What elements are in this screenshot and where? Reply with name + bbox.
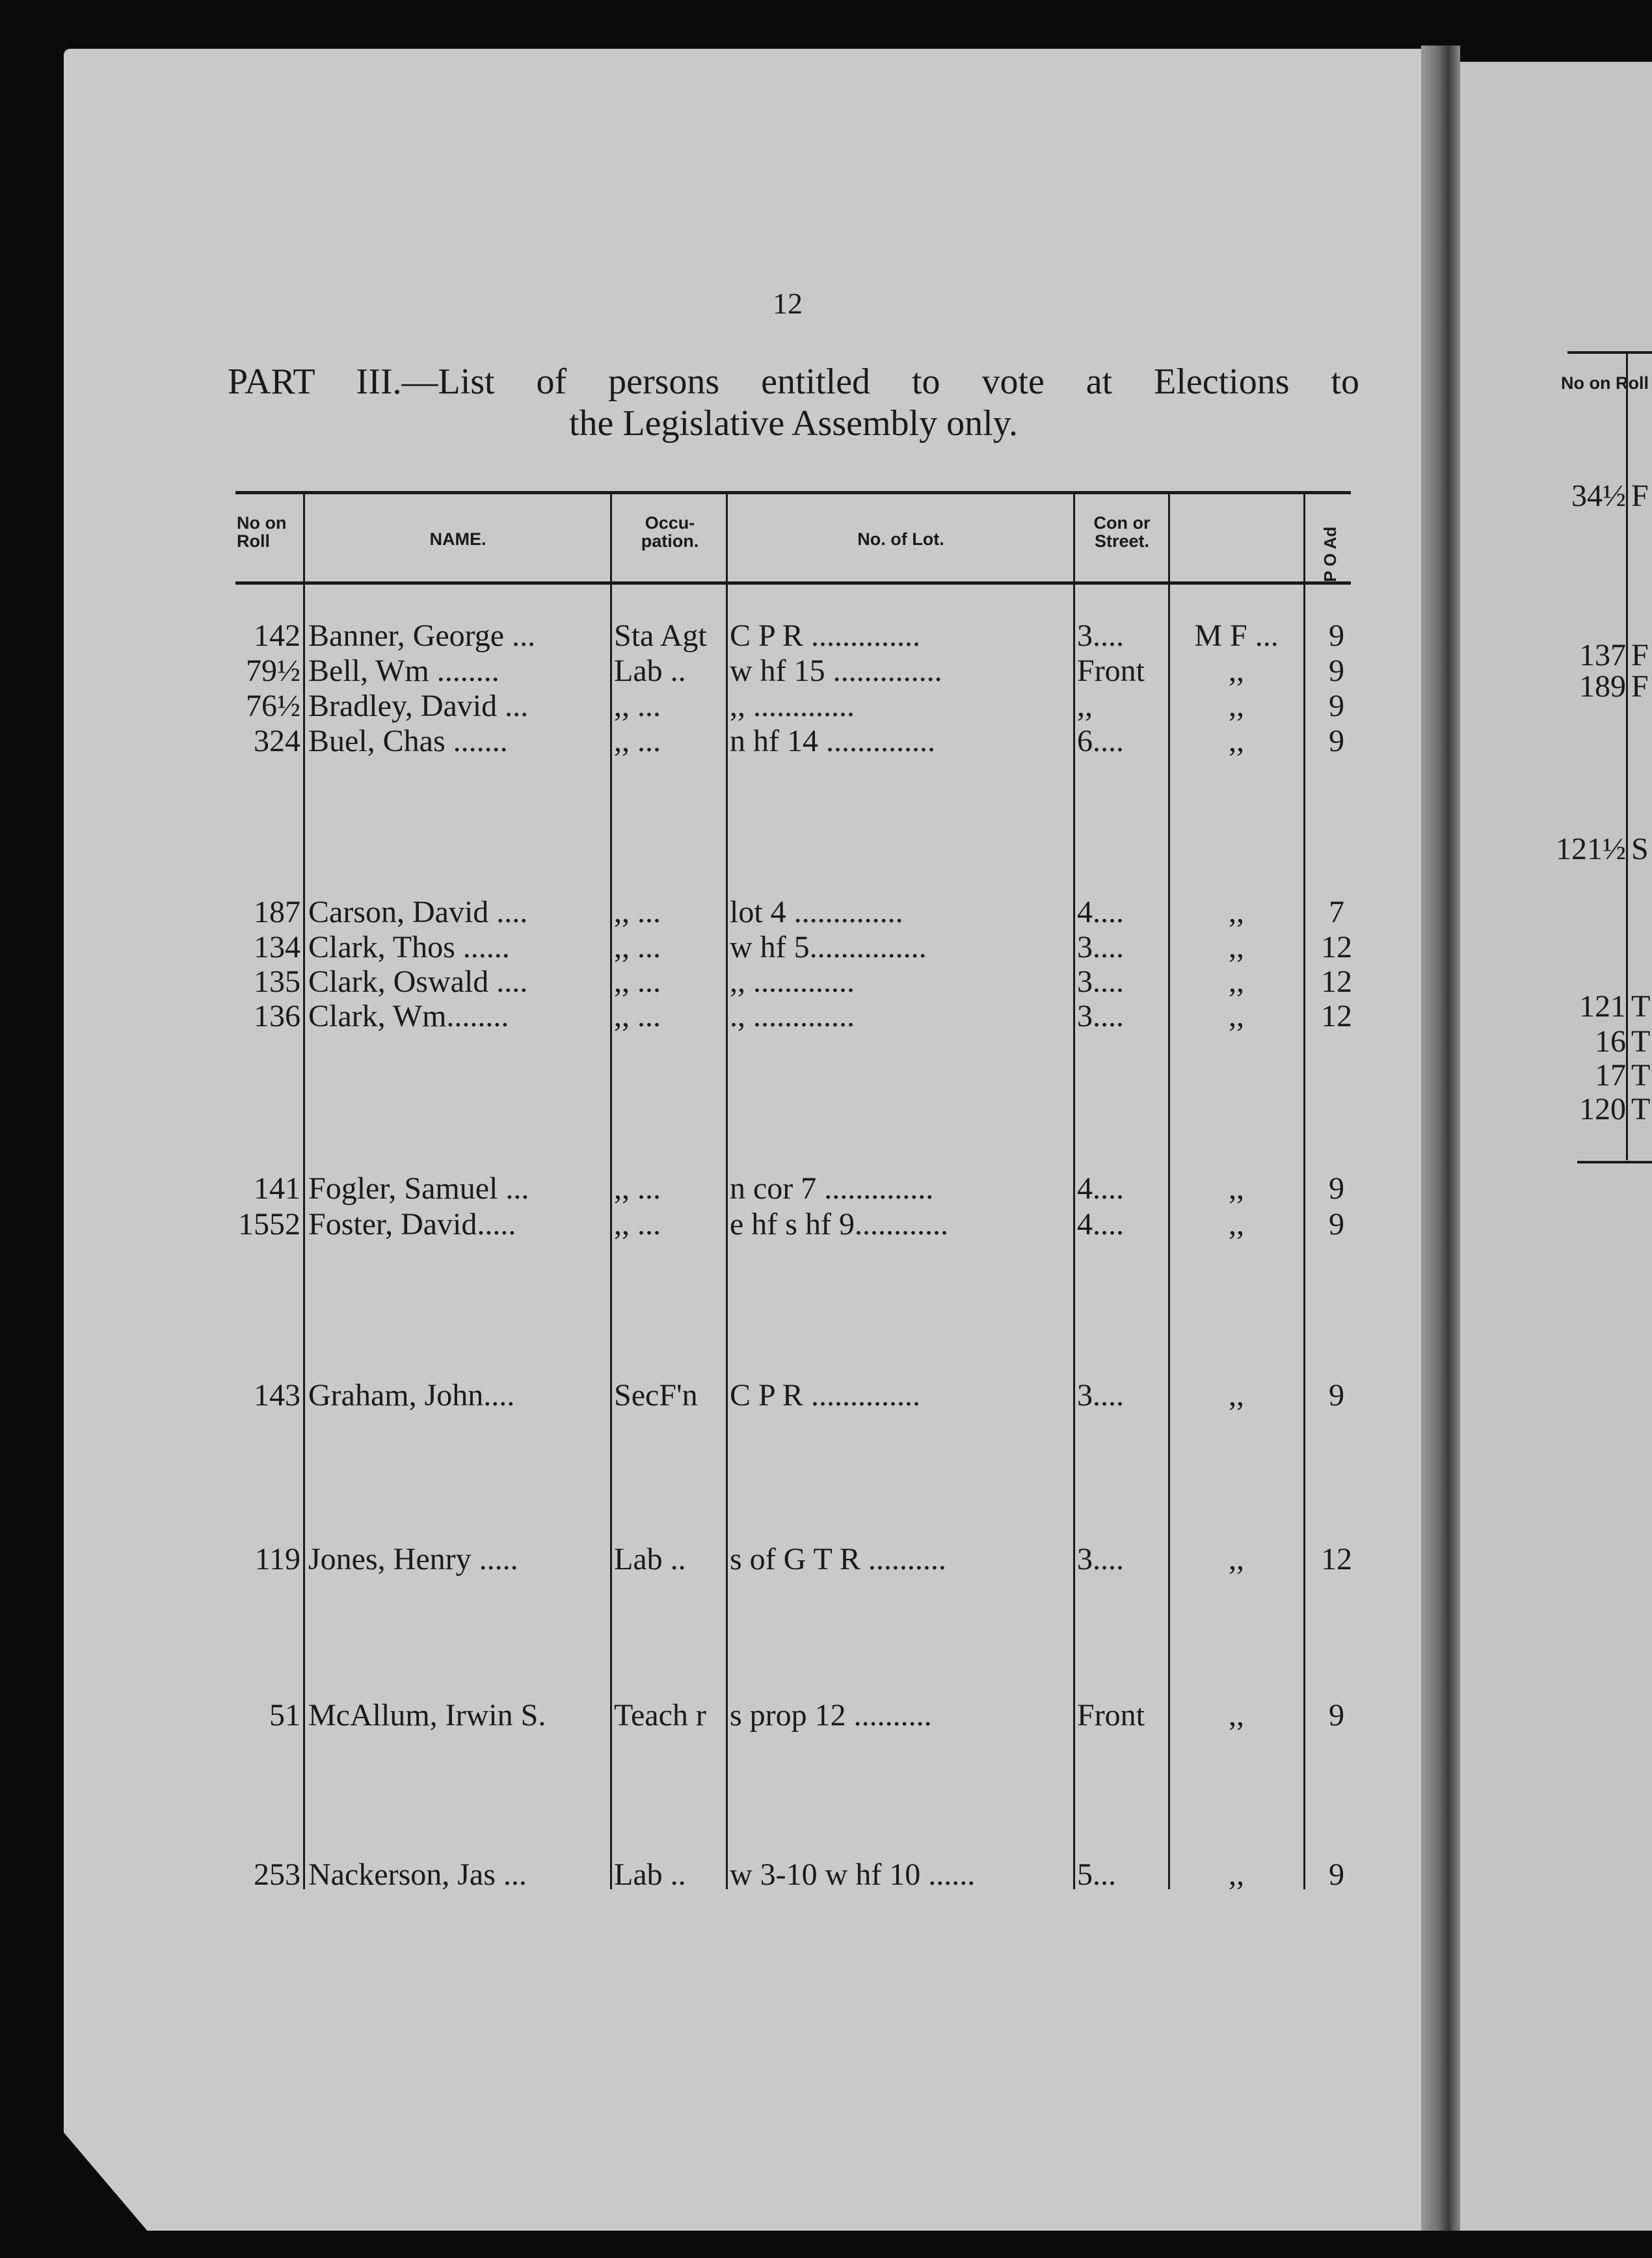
cell-occupation: ,, ... — [614, 1207, 661, 1242]
table-row — [0, 964, 1366, 1000]
cell-occupation: Teach r — [614, 1698, 706, 1733]
facing-initial: F — [1631, 669, 1649, 704]
facing-roll: 137 — [1579, 638, 1626, 672]
cell-con: 3.... — [1077, 1378, 1124, 1413]
cell-con: 5... — [1077, 1857, 1116, 1892]
table-row — [0, 1697, 1366, 1734]
table-row — [0, 1857, 1366, 1893]
cell-pod: 9 — [1329, 654, 1344, 688]
facing-roll: 121½ — [1556, 832, 1626, 866]
table-row — [0, 1171, 1366, 1207]
cell-pod: 9 — [1329, 618, 1344, 653]
cell-occupation: ,, ... — [614, 1171, 661, 1206]
cell-occupation: Lab .. — [614, 654, 686, 688]
table-row — [0, 723, 1366, 760]
cell-name: Bell, Wm ........ — [308, 654, 500, 688]
cell-lot: ,, ............. — [730, 964, 855, 999]
cell-occupation: ,, ... — [614, 964, 661, 999]
cell-roll: 324 — [254, 724, 300, 758]
cell-roll: 142 — [254, 618, 300, 653]
cell-lot: w hf 15 .............. — [730, 654, 942, 688]
table-row — [0, 1377, 1366, 1414]
cell-po: ,, — [1229, 654, 1244, 688]
table-row — [0, 1206, 1366, 1243]
cell-name: Graham, John.... — [308, 1378, 515, 1413]
cell-name: Clark, Thos ...... — [308, 930, 510, 964]
header-name: NAME. — [429, 529, 486, 549]
cell-name: Bradley, David ... — [308, 689, 529, 723]
cell-con: 3.... — [1077, 618, 1124, 653]
facing-table-bottom-rule — [1577, 1161, 1652, 1163]
cell-lot: lot 4 .............. — [730, 895, 903, 929]
cell-pod: 12 — [1321, 1542, 1352, 1576]
cell-pod: 9 — [1329, 1698, 1344, 1733]
cell-con: 6.... — [1077, 724, 1124, 758]
cell-con: 3.... — [1077, 999, 1124, 1033]
facing-column-divider — [1626, 354, 1628, 1160]
cell-con: Front — [1077, 1698, 1145, 1733]
facing-initial: F — [1631, 479, 1649, 513]
cell-po: ,, — [1229, 930, 1244, 964]
facing-roll: 16 — [1595, 1024, 1626, 1059]
facing-table-top-rule — [1567, 351, 1652, 354]
cell-lot: s prop 12 .......... — [730, 1698, 932, 1733]
cell-lot: s of G T R .......... — [730, 1542, 946, 1576]
cell-po: ,, — [1229, 689, 1244, 723]
facing-roll: 121 — [1579, 989, 1626, 1024]
facing-roll: 120 — [1579, 1092, 1626, 1126]
cell-roll: 143 — [254, 1378, 300, 1413]
cell-po: ,, — [1229, 895, 1244, 929]
facing-initial: F — [1631, 638, 1649, 672]
cell-po: ,, — [1229, 724, 1244, 758]
title-line-2: the Legislative Assembly only. — [568, 403, 1019, 444]
cell-name: Foster, David..... — [308, 1207, 516, 1242]
cell-lot: w hf 5............... — [730, 930, 927, 964]
cell-occupation: Lab .. — [614, 1542, 686, 1576]
cell-con: 4.... — [1077, 1171, 1124, 1206]
cell-po: ,, — [1229, 999, 1244, 1033]
table-row — [0, 618, 1366, 654]
cell-occupation: ,, ... — [614, 930, 661, 964]
cell-name: Clark, Oswald .... — [308, 964, 528, 999]
table-row — [0, 653, 1366, 689]
cell-occupation: ,, ... — [614, 895, 661, 929]
page-title — [228, 361, 1359, 444]
cell-name: Clark, Wm........ — [308, 999, 509, 1033]
header-con: Con or Street. — [1093, 513, 1151, 551]
cell-pod: 12 — [1321, 964, 1352, 999]
cell-lot: e hf s hf 9............ — [730, 1207, 948, 1242]
cell-con: ,, — [1077, 689, 1093, 723]
facing-header-roll: No on Roll — [1561, 373, 1649, 393]
cell-pod: 9 — [1329, 724, 1344, 758]
cell-pod: 9 — [1329, 1171, 1344, 1206]
cell-con: Front — [1077, 654, 1145, 688]
cell-con: 3.... — [1077, 1542, 1124, 1576]
cell-con: 3.... — [1077, 930, 1124, 964]
cell-roll: 79½ — [246, 654, 300, 688]
cell-lot: n cor 7 .............. — [730, 1171, 934, 1206]
cell-occupation: Lab .. — [614, 1857, 686, 1892]
cell-po: ,, — [1229, 964, 1244, 999]
cell-po: ,, — [1229, 1698, 1244, 1733]
cell-pod: 7 — [1329, 895, 1344, 929]
cell-roll: 136 — [254, 999, 300, 1033]
cell-name: Fogler, Samuel ... — [308, 1171, 529, 1206]
cell-po: ,, — [1229, 1378, 1244, 1413]
header-bottom-rule — [235, 581, 1351, 585]
header-roll: No on Roll — [237, 513, 287, 551]
header-lot: No. of Lot. — [857, 529, 944, 549]
cell-name: McAllum, Irwin S. — [308, 1698, 546, 1733]
cell-occupation: ,, ... — [614, 689, 661, 723]
cell-roll: 134 — [254, 930, 300, 964]
facing-initial: S — [1631, 832, 1649, 866]
facing-roll: 189 — [1579, 669, 1626, 704]
title-line-1: PART III.—List of persons entitled to vote at Elections to — [228, 362, 1359, 402]
table-top-rule — [235, 491, 1351, 494]
cell-pod: 9 — [1329, 1378, 1344, 1413]
facing-initial: T — [1631, 1058, 1651, 1093]
table-row — [0, 688, 1366, 724]
cell-roll: 253 — [254, 1857, 300, 1892]
cell-occupation: Sta Agt — [614, 618, 707, 653]
table-row — [0, 1541, 1366, 1578]
table-row — [0, 998, 1366, 1035]
cell-pod: 12 — [1321, 999, 1352, 1033]
cell-roll: 187 — [254, 895, 300, 929]
header-occupation: Occu- pation. — [641, 513, 699, 551]
cell-po: ,, — [1229, 1542, 1244, 1576]
cell-con: 3.... — [1077, 964, 1124, 999]
cell-roll: 135 — [254, 964, 300, 999]
book-gutter — [1421, 46, 1460, 2231]
table-row — [0, 894, 1366, 931]
cell-roll: 76½ — [246, 689, 300, 723]
cell-lot: n hf 14 .............. — [730, 724, 935, 758]
cell-lot: C P R .............. — [730, 1378, 920, 1413]
cell-roll: 119 — [254, 1542, 300, 1576]
cell-occupation: ,, ... — [614, 724, 661, 758]
cell-pod: 9 — [1329, 1207, 1344, 1242]
cell-po: ,, — [1229, 1207, 1244, 1242]
cell-name: Buel, Chas ....... — [308, 724, 508, 758]
cell-pod: 12 — [1321, 930, 1352, 964]
cell-po: ,, — [1229, 1171, 1244, 1206]
facing-initial: T — [1631, 1092, 1651, 1126]
cell-name: Banner, George ... — [308, 618, 536, 653]
cell-con: 4.... — [1077, 1207, 1124, 1242]
cell-po: M F ... — [1194, 618, 1279, 653]
cell-pod: 9 — [1329, 1857, 1344, 1892]
facing-roll: 17 — [1595, 1058, 1626, 1093]
cell-occupation: ,, ... — [614, 999, 661, 1033]
cell-lot: ., ............. — [730, 999, 855, 1033]
cell-po: ,, — [1229, 1857, 1244, 1892]
cell-lot: w 3-10 w hf 10 ...... — [730, 1857, 976, 1892]
facing-roll: 34½ — [1571, 479, 1626, 513]
cell-pod: 9 — [1329, 689, 1344, 723]
cell-lot: ,, ............. — [730, 689, 855, 723]
cell-roll: 51 — [269, 1698, 300, 1733]
cell-occupation: SecF'n — [614, 1378, 698, 1413]
cell-name: Carson, David .... — [308, 895, 528, 929]
table-row — [0, 929, 1366, 966]
cell-con: 4.... — [1077, 895, 1124, 929]
facing-initial: T — [1631, 1024, 1651, 1059]
cell-lot: C P R .............. — [730, 618, 920, 653]
header-po-address: P O Ad — [1320, 526, 1340, 582]
page-number: 12 — [773, 287, 803, 320]
cell-roll: 1552 — [238, 1207, 300, 1242]
cell-name: Nackerson, Jas ... — [308, 1857, 527, 1892]
cell-roll: 141 — [254, 1171, 300, 1206]
facing-initial: T — [1631, 989, 1651, 1024]
cell-name: Jones, Henry ..... — [308, 1542, 518, 1576]
